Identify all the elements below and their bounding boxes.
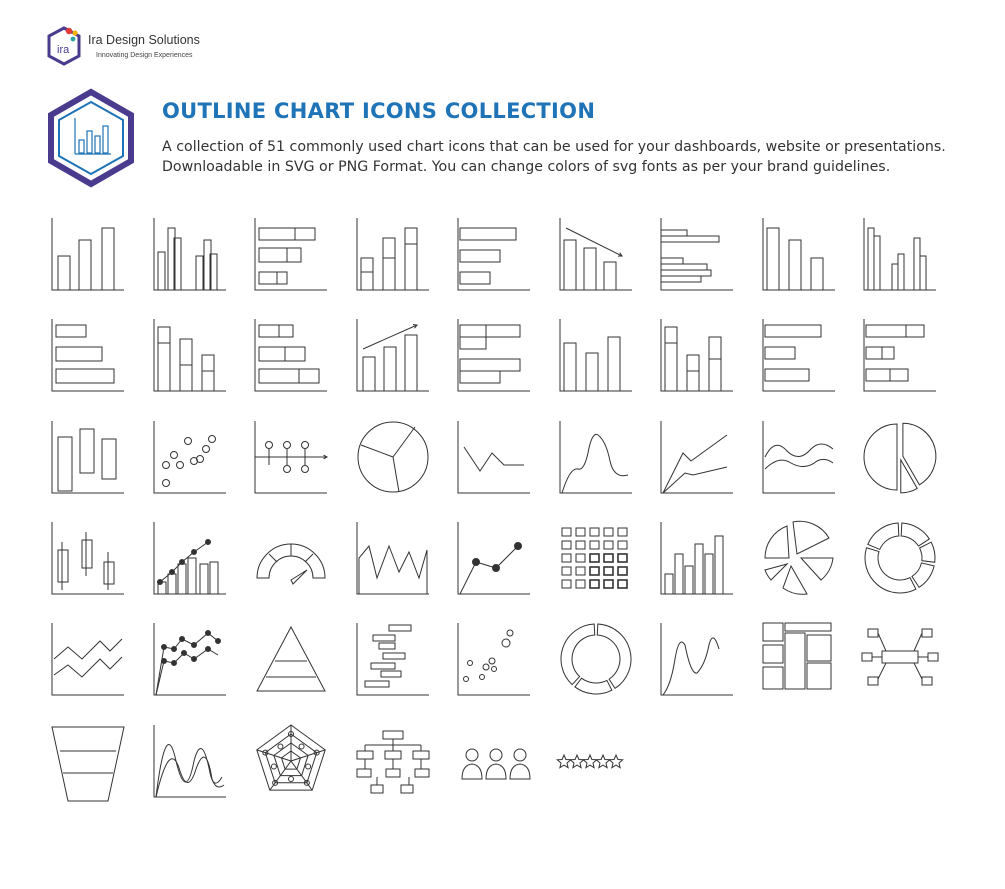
descending-bar-chart-icon	[759, 214, 839, 296]
exploded-pie-icon	[759, 518, 839, 600]
brand-logo-icon	[46, 25, 82, 67]
waffle-chart-icon	[556, 518, 636, 600]
page-description	[162, 137, 962, 177]
stacked-bar-chart-icon	[353, 214, 433, 296]
hero-bar-chart-icon	[45, 86, 137, 188]
stacked-horizontal-bar-icon	[251, 315, 331, 397]
brand-header	[46, 25, 206, 70]
zigzag-band-icon	[48, 619, 128, 701]
radar-chart-icon	[251, 721, 331, 803]
timeline-icon	[251, 417, 331, 499]
stacked-horizontal-bar-icon	[251, 214, 331, 296]
donut-chart-icon	[860, 518, 940, 600]
brand-logo-text: ira	[57, 44, 70, 56]
brand-name: Ira Design Solutions	[88, 33, 200, 47]
candlestick-chart-icon	[48, 518, 128, 600]
scatter-plot-icon	[150, 417, 230, 499]
stream-chart-icon	[759, 417, 839, 499]
gauge-icon	[251, 518, 331, 600]
dot-line-chart-icon	[454, 518, 534, 600]
horizontal-bar-chart-icon	[759, 315, 839, 397]
pyramid-chart-icon	[251, 619, 331, 701]
declining-bar-trend-icon	[556, 214, 636, 296]
stacked-column-icon	[150, 315, 230, 397]
wave-lines-icon	[150, 721, 230, 803]
bubble-scatter-icon	[454, 619, 534, 701]
area-line-chart-icon	[353, 518, 433, 600]
bar-chart-icon	[48, 214, 128, 296]
page-title: OUTLINE CHART ICONS COLLECTION	[162, 99, 596, 123]
pie-chart-icon	[353, 417, 433, 499]
column-chart-icon	[556, 315, 636, 397]
multi-bar-chart-icon	[860, 214, 940, 296]
brand-tagline: Innovating Design Experiences	[96, 52, 193, 59]
column-chart-icon	[657, 518, 737, 600]
rising-bar-trend-icon	[353, 315, 433, 397]
line-chart-icon	[454, 417, 534, 499]
horizontal-bar-chart-icon	[454, 214, 534, 296]
floating-bar-icon	[48, 417, 128, 499]
gantt-chart-icon	[353, 619, 433, 701]
horizontal-grouped-bar-icon	[657, 214, 737, 296]
bar-line-combo-icon	[150, 518, 230, 600]
donut-ring-icon	[556, 619, 636, 701]
star-rating-icon	[556, 721, 636, 803]
mind-map-icon	[860, 619, 940, 701]
description-line: Downloadable in SVG or PNG Format. You can change colors of svg fonts as per your brand guidelines.	[162, 159, 891, 175]
dual-line-dots-icon	[150, 619, 230, 701]
treemap-icon	[759, 619, 839, 701]
people-icon	[454, 721, 534, 803]
stacked-horizontal-bar-icon	[860, 315, 940, 397]
stacked-column-icon	[657, 315, 737, 397]
wave-line-icon	[657, 619, 737, 701]
multi-line-chart-icon	[657, 417, 737, 499]
horizontal-stacked-bar-icon	[454, 315, 534, 397]
grouped-bar-chart-icon	[150, 214, 230, 296]
horizontal-bar-chart-icon	[48, 315, 128, 397]
description-line: A collection of 51 commonly used chart icons that can be used for your dashboards, website or presentations.	[162, 139, 946, 155]
exploded-pie-icon	[860, 417, 940, 499]
org-chart-icon	[353, 721, 433, 803]
spline-chart-icon	[556, 417, 636, 499]
funnel-chart-icon	[48, 721, 128, 803]
